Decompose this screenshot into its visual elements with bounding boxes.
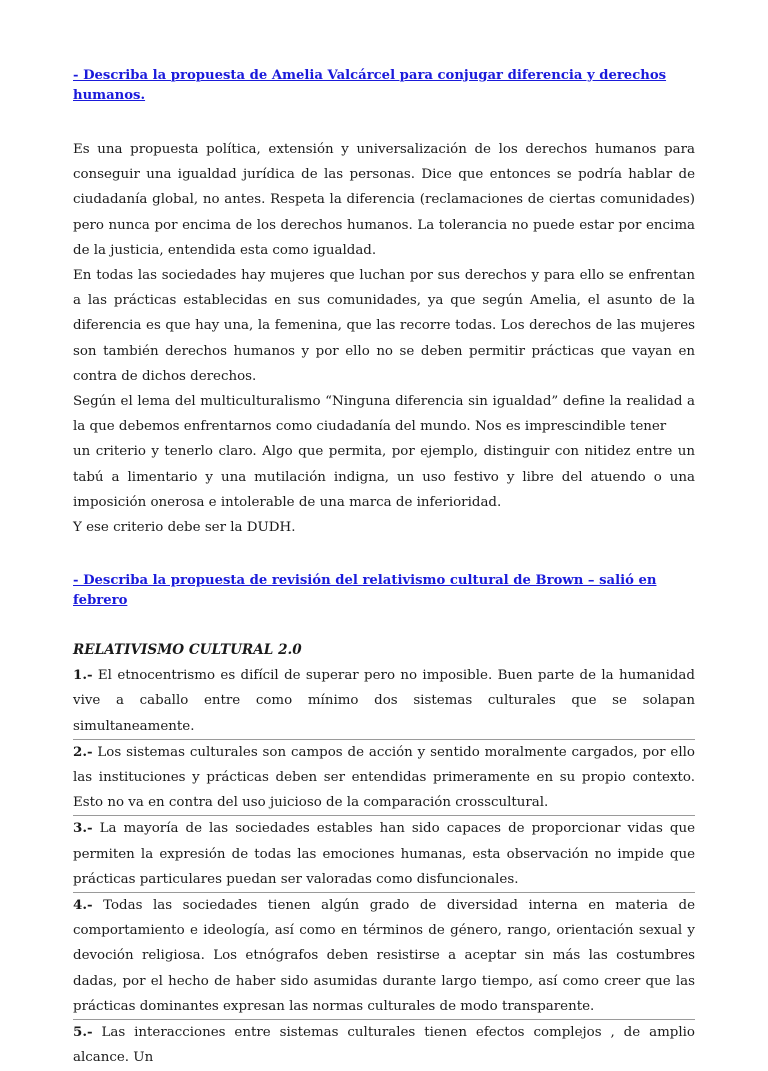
section-body-valcarcel [73, 137, 695, 540]
item-text: El etnocentrismo es difícil de superar pero no imposible. Buen parte de la humanidad vive a caballo entre como mínimo dos sistemas culturales que se solapan simultaneamente. [73, 668, 695, 734]
paragraph: En todas las sociedades hay mujeres que luchan por sus derechos y para ello se enfrentan a las prácticas establecidas en sus comunidades, ya que según Amelia, el asunto de la diferencia es que hay una, la femenina, que las recorre todas. Los derechos de las mujeres son también derechos humanos y por ello no se deben permitir prácticas que vayan en contra de dichos derechos. [73, 268, 695, 384]
item-number: 1.- [73, 667, 93, 684]
list-item [73, 893, 695, 1020]
list-item [73, 740, 695, 817]
list-item [73, 816, 695, 893]
item-number: 2.- [73, 743, 93, 760]
numbered-list [73, 663, 695, 1070]
section-heading-brown[interactable]: - Describa la propuesta de revisión del relativismo cultural de Brown – salió en febrero [73, 573, 657, 609]
list-item [73, 663, 695, 740]
section-subtitle: RELATIVISMO CULTURAL 2.0 [73, 642, 302, 659]
item-text: Todas las sociedades tienen algún grado de diversidad interna en materia de comportamiento e ideología, así como en términos de género, rango, orientación sexual y devoción religiosa. Los etnógrafos deben resistirse a aceptar sin más las costumbres dadas, por el hecho de haber sido asumidas durante largo tiempo, así como creer que las prácticas dominantes expresan las normas culturales de modo transparente. [73, 898, 695, 1014]
section-heading-valcarcel[interactable]: - Describa la propuesta de Amelia Valcárcel para conjugar diferencia y derechos humanos. [73, 68, 667, 103]
item-number: 5.- [73, 1024, 93, 1041]
paragraph: Y ese criterio debe ser la DUDH. [73, 520, 296, 536]
list-item [73, 1020, 695, 1070]
paragraph: un criterio y tenerlo claro. Algo que permita, por ejemplo, distinguir con nitidez entre un tabú a limentario y una mutilación indigna, un uso festivo y libre del atuendo o una imposición onerosa e intolerable de una marca de inferioridad. [73, 444, 695, 510]
paragraph: Es una propuesta política, extensión y universalización de los derechos humanos para conseguir una igualdad jurídica de las personas. Dice que entonces se podría hablar de ciudadanía global, no antes. Respeta la diferencia (reclamaciones de ciertas comunidades) pero nunca por encima de los derechos humanos. La tolerancia no puede estar por encima de la justicia, entendida esta como igualdad. [73, 142, 695, 258]
paragraph: Según el lema del multiculturalismo “Ninguna diferencia sin igualdad” define la realidad a la que debemos enfrentarnos como ciudadanía del mundo. Nos es imprescindible tener [73, 394, 695, 435]
item-number: 3.- [73, 820, 93, 837]
item-text: Las interacciones entre sistemas culturales tienen efectos complejos , de amplio alcance. Un [73, 1025, 695, 1066]
item-text: Los sistemas culturales son campos de acción y sentido moralmente cargados, por ello las instituciones y prácticas deben ser entendidas primeramente en su propio contexto. Esto no va en contra del uso juicioso de la comparación crosscultural. [73, 744, 695, 811]
item-text: La mayoría de las sociedades estables han sido capaces de proporcionar vidas que permiten la expresión de todas las emociones humanas, esta observación no impide que prácticas particulares puedan ser valoradas como disfuncionales. [73, 821, 695, 887]
item-number: 4.- [73, 897, 93, 914]
